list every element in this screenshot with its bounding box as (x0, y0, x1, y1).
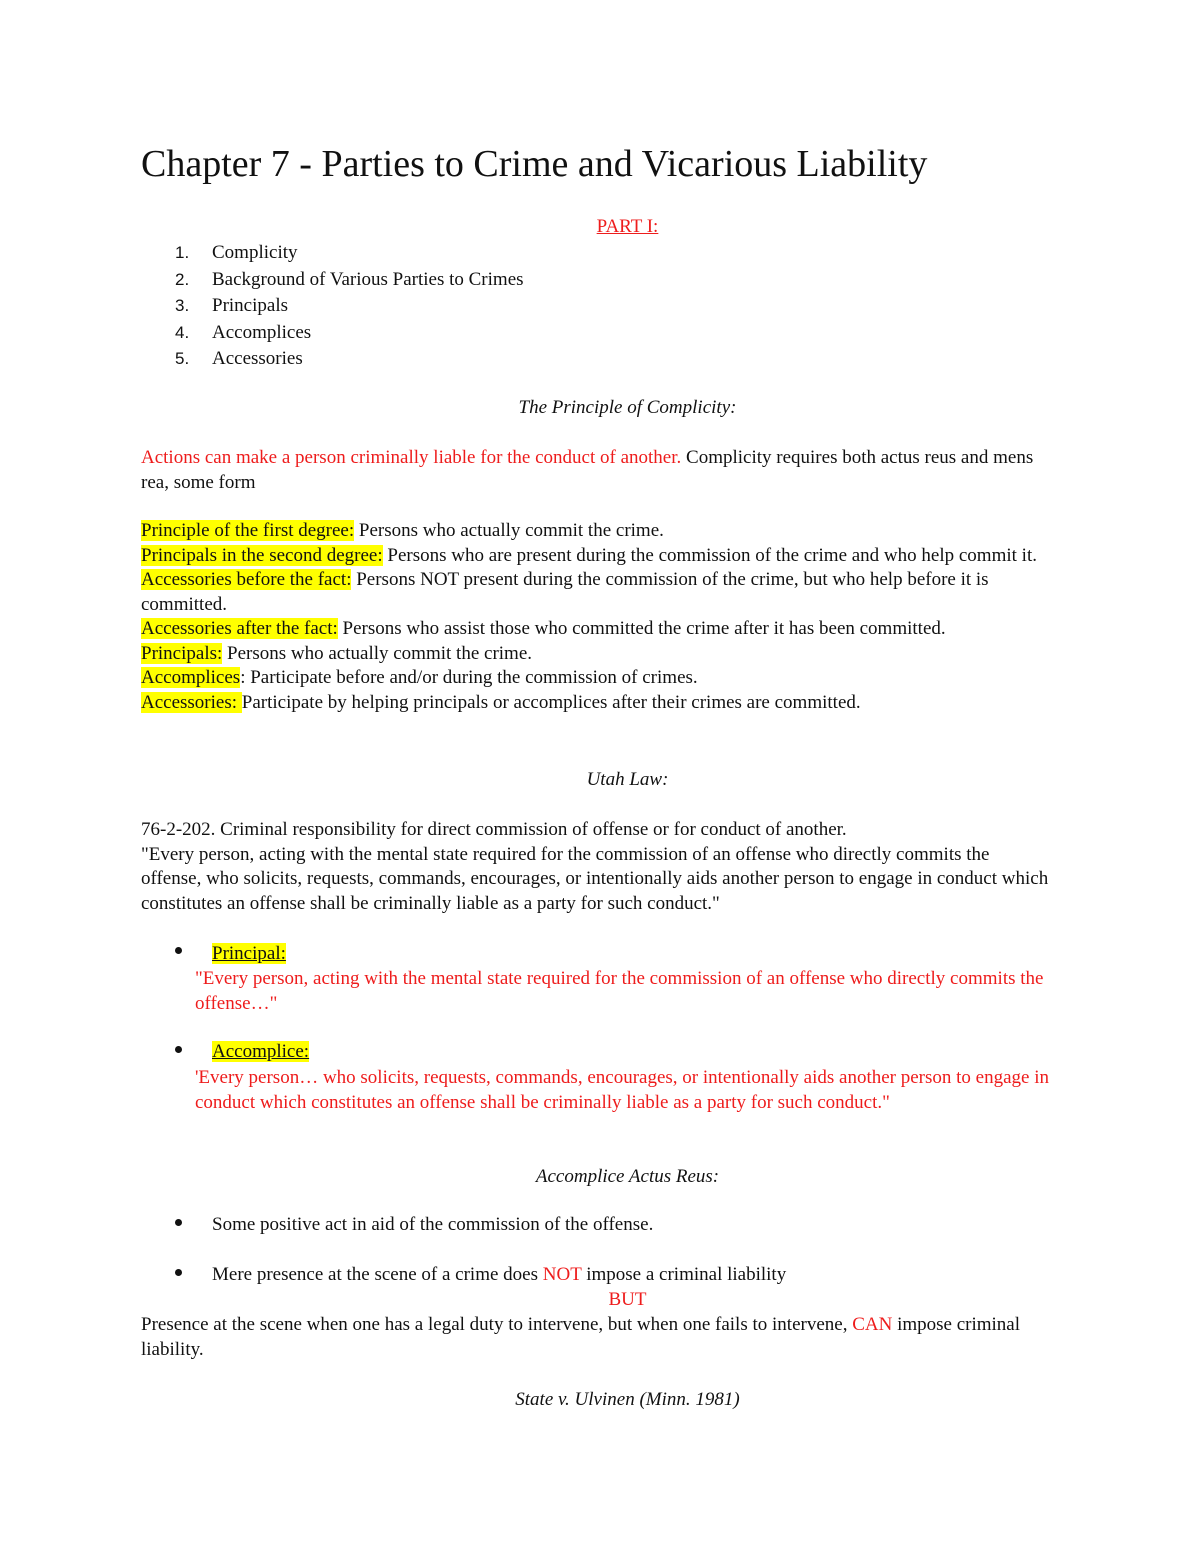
definition-item: Principle of the first degree: Persons who actually commit the crime. (141, 520, 664, 541)
presence-paragraph: Presence at the scene when one has a legal duty to intervene, but when one fails to intervene, CAN impose criminal liability. (141, 1314, 1021, 1360)
statute-title: 76-2-202. Criminal responsibility for direct commission of offense or for conduct of another. (141, 819, 847, 840)
accomplice-label: Accomplice: (212, 1041, 310, 1062)
part-heading: PART I: (596, 216, 659, 237)
definition-item: Accessories: Participate by helping principals or accomplices after their crimes are committed. (141, 691, 861, 713)
list-item: 3. Principals (175, 295, 288, 316)
list-item: 4. Accomplices (175, 321, 312, 343)
actus-reus-heading: Accomplice Actus Reus: (535, 1166, 720, 1187)
accomplice-quote: 'Every person… who solicits, requests, commands, encourages, or intentionally aids another person to engage in conduct which constitutes an offense shall be criminally liable as a party for such conduct." (195, 1067, 1049, 1113)
bullet-icon (175, 947, 182, 954)
topic-list (141, 240, 524, 373)
but-label: BUT (608, 1289, 647, 1310)
definition-item: Accessories after the fact: Persons who assist those who committed the crime after it has been committed. (141, 618, 946, 639)
principal-label: Principal: (212, 943, 286, 964)
definition-item: Accomplices: Participate before and/or during the commission of crimes. (141, 667, 698, 688)
definitions-block (141, 519, 1066, 715)
complicity-paragraph: Actions can make a person criminally liable for the conduct of another. Complicity requires both actus reus and mens rea, some form (141, 447, 1034, 493)
bullet-icon (175, 1219, 182, 1226)
case-citation: State v. Ulvinen (Minn. 1981) (515, 1389, 740, 1410)
complicity-heading: The Principle of Complicity: (518, 397, 737, 418)
bullet-icon (175, 1269, 182, 1276)
list-item: 1. Complicity (175, 242, 298, 263)
statute-text: "Every person, acting with the mental state required for the commission of an offense who directly commits the offense, who solicits, requests, commands, encourages, or intentionally aids another person to engage in conduct which constitutes an offense shall be criminally liable as a party for such conduct." (141, 843, 1049, 914)
definition-item: Accessories before the fact: Persons NOT present during the commission of the crime, but who help before it is committed. (141, 569, 989, 615)
list-item: 5. Accessories (175, 348, 303, 369)
actus-reus-bullet: Some positive act in aid of the commission of the offense. (212, 1214, 654, 1235)
bullet-icon (175, 1046, 182, 1053)
utah-law-heading: Utah Law: (586, 769, 669, 790)
statute-block (141, 818, 1051, 916)
principal-quote: "Every person, acting with the mental state required for the commission of an offense who directly commits the offense…" (195, 968, 1044, 1014)
actus-reus-bullet: Mere presence at the scene of a crime does NOT impose a criminal liability (212, 1264, 787, 1285)
definition-item: Principals: Persons who actually commit the crime. (141, 642, 533, 664)
list-item: 2. Background of Various Parties to Crimes (175, 268, 524, 290)
definition-item: Principals in the second degree: Persons who are present during the commission of the crime and who help commit it. (141, 544, 1037, 566)
page-title: Chapter 7 - Parties to Crime and Vicarious Liability (141, 143, 928, 185)
